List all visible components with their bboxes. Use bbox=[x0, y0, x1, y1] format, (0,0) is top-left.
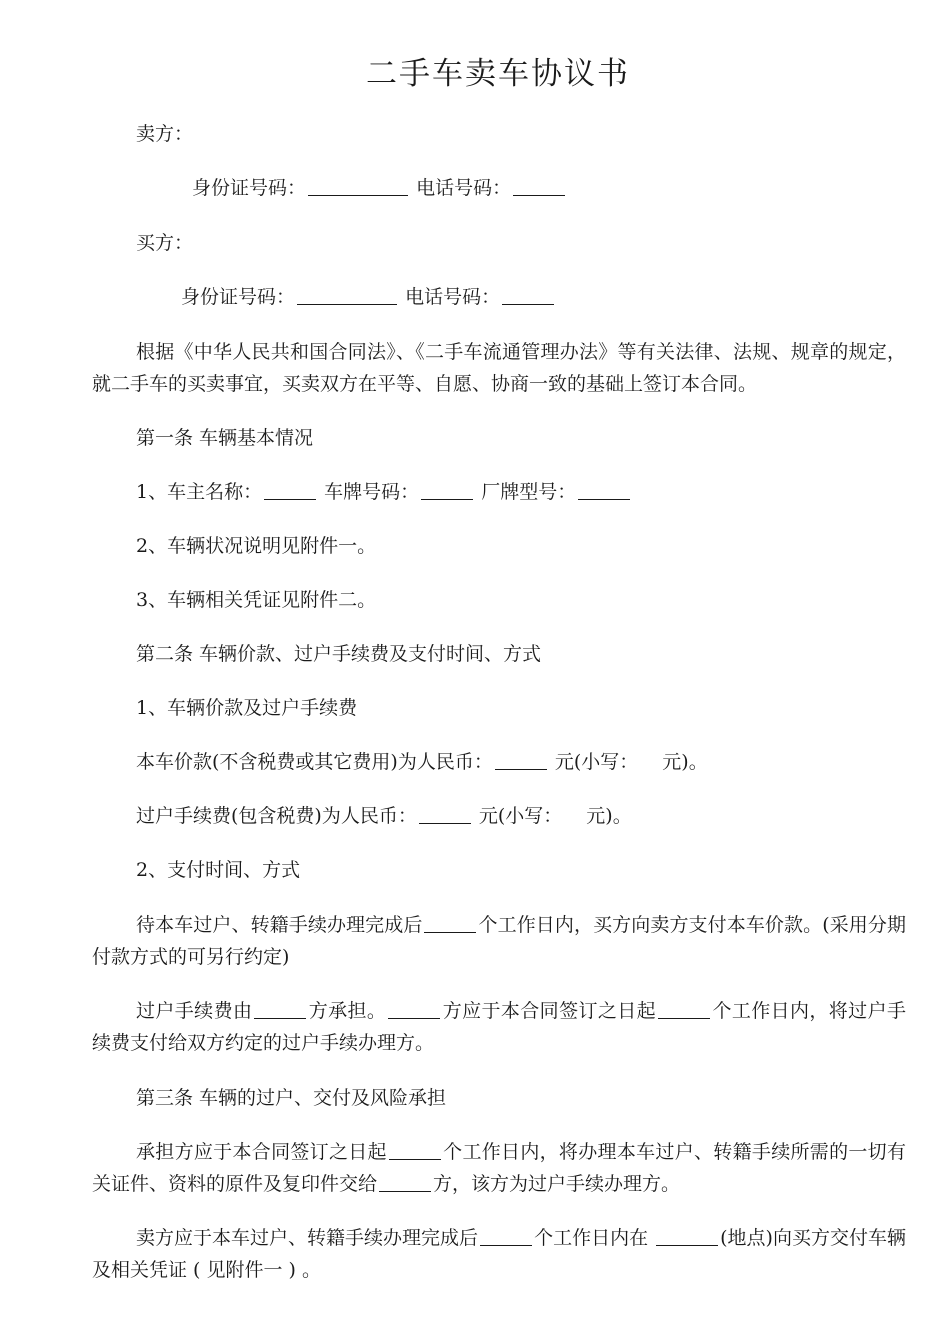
fee-bearer-paragraph bbox=[92, 995, 906, 1059]
seller-id-label: 身份证号码： bbox=[192, 177, 307, 199]
seller-id-blank bbox=[308, 177, 408, 196]
delivery-part1: 卖方应于本车过户、转籍手续办理完成后 bbox=[136, 1227, 479, 1249]
seller-phone-label: 电话号码： bbox=[416, 177, 512, 199]
price-suffix-a: 元(小写： bbox=[554, 751, 639, 773]
model-label: 厂牌型号： bbox=[481, 481, 577, 503]
buyer-id-label: 身份证号码： bbox=[181, 286, 296, 308]
seller-label: 卖方： bbox=[136, 123, 194, 145]
article2-heading: 第二条 车辆价款、过户手续费及支付时间、方式 bbox=[136, 643, 542, 665]
fee-bearer-part3: 方应于本合同签订之日起 bbox=[442, 1000, 657, 1022]
fee-payer-blank bbox=[388, 1000, 440, 1019]
article2-item1: 1、车辆价款及过户手续费 bbox=[136, 697, 358, 719]
buyer-phone-label: 电话号码： bbox=[405, 286, 501, 308]
article1-item1 bbox=[136, 476, 632, 508]
delivery-place-blank bbox=[656, 1227, 718, 1246]
document-title: 二手车卖车协议书 bbox=[366, 56, 630, 92]
plate-blank bbox=[421, 481, 473, 500]
payment-paragraph bbox=[92, 909, 906, 973]
fee-blank bbox=[419, 805, 471, 824]
buyer-id-line bbox=[181, 281, 556, 313]
transfer-part1: 承担方应于本合同签订之日起 bbox=[136, 1141, 387, 1163]
buyer-phone-blank bbox=[502, 286, 554, 305]
article2-item2: 2、支付时间、方式 bbox=[136, 859, 301, 881]
price-blank bbox=[495, 751, 547, 770]
owner-label: 1、车主名称： bbox=[136, 481, 263, 503]
fee-suffix-a: 元(小写： bbox=[478, 805, 563, 827]
fee-prefix: 过户手续费(包含税费)为人民币： bbox=[136, 805, 417, 827]
buyer-id-blank bbox=[297, 286, 397, 305]
transfer-paragraph bbox=[92, 1136, 906, 1200]
model-blank bbox=[578, 481, 630, 500]
seller-id-line bbox=[192, 172, 567, 204]
delivery-part3: (地点)向买方交付车辆及相关凭证 ( 见附件一 ) 。 bbox=[92, 1227, 906, 1281]
delivery-days-blank bbox=[480, 1227, 532, 1246]
seller-phone-blank bbox=[513, 177, 565, 196]
price-prefix: 本车价款(不含税费或其它费用)为人民币： bbox=[136, 751, 493, 773]
price-line bbox=[136, 746, 708, 778]
fee-suffix-b: 元)。 bbox=[586, 805, 632, 827]
owner-blank bbox=[264, 481, 316, 500]
delivery-part2: 个工作日内在 bbox=[534, 1227, 655, 1249]
payment-days-blank bbox=[424, 914, 476, 933]
fee-bearer-part2: 方承担。 bbox=[308, 1000, 387, 1022]
transfer-party-blank bbox=[379, 1173, 431, 1192]
fee-bearer-part1: 过户手续费由 bbox=[136, 1000, 253, 1022]
article1-item3: 3、车辆相关凭证见附件二。 bbox=[136, 589, 377, 611]
payment-part1: 待本车过户、转籍手续办理完成后 bbox=[136, 914, 423, 936]
fee-bearer-part4: 个工作日内，将过户手续费支付给双方约定的过户手续办理方。 bbox=[92, 1000, 906, 1054]
price-suffix-b: 元)。 bbox=[662, 751, 708, 773]
payment-part2: 个工作日内，买方向卖方支付本车价款。(采用分期付款方式的可另行约定) bbox=[92, 914, 906, 968]
article3-heading: 第三条 车辆的过户、交付及风险承担 bbox=[136, 1087, 447, 1109]
article1-item2: 2、车辆状况说明见附件一。 bbox=[136, 535, 377, 557]
preamble-paragraph: 根据《中华人民共和国合同法》、《二手车流通管理办法》等有关法律、法规、规章的规定，就二手车的买卖事宜，买卖双方在平等、自愿、协商一致的基础上签订本合同。 bbox=[92, 341, 906, 395]
fee-days-blank bbox=[658, 1000, 710, 1019]
transfer-part2: 个工作日内，将办理本车过户、转籍手续所需的一切有关证件、资料的原件及复印件交给 bbox=[92, 1141, 906, 1195]
delivery-paragraph bbox=[92, 1222, 906, 1286]
plate-label: 车牌号码： bbox=[324, 481, 420, 503]
transfer-part3: 方，该方为过户手续办理方。 bbox=[433, 1173, 681, 1195]
article1-heading: 第一条 车辆基本情况 bbox=[136, 427, 314, 449]
transfer-days-blank bbox=[389, 1141, 441, 1160]
fee-line bbox=[136, 800, 632, 832]
fee-bearer-blank bbox=[254, 1000, 306, 1019]
buyer-label: 买方： bbox=[136, 232, 194, 254]
